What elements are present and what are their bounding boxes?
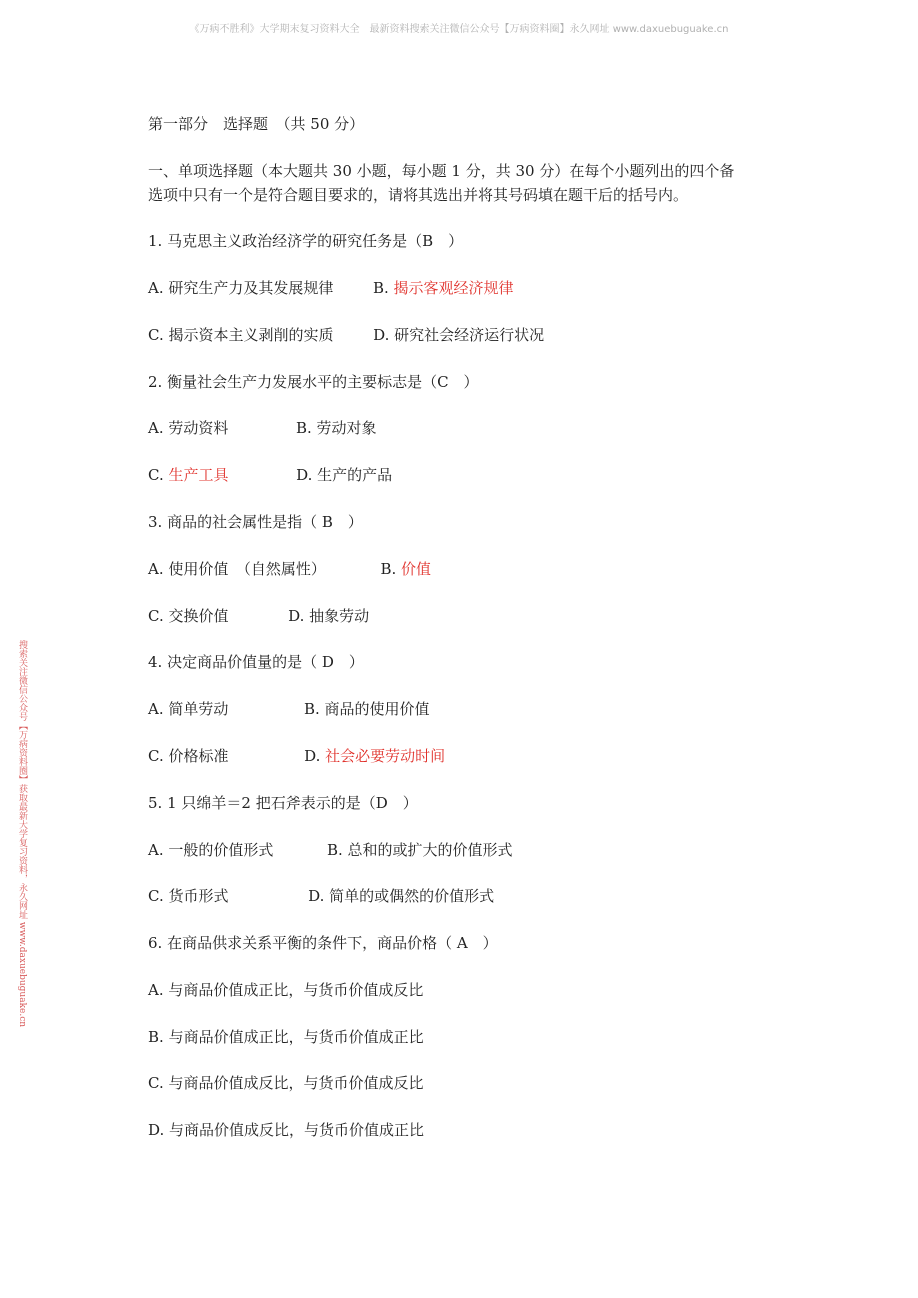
- question-6-option-d: [148, 1120, 424, 1140]
- option-text: 总和的或扩大的价值形式: [347, 841, 513, 859]
- option-label: D.: [373, 326, 390, 344]
- option-label: A.: [148, 981, 164, 999]
- option-label: B.: [326, 841, 343, 859]
- question-6-option-c: [148, 1073, 424, 1093]
- option-text: 使用价值 （自然属性）: [168, 560, 326, 578]
- option-label: B.: [295, 419, 312, 437]
- option-label: C.: [148, 326, 164, 344]
- option-label: A.: [148, 419, 164, 437]
- question-2-stem: 2. 衡量社会生产力发展水平的主要标志是（C ）: [148, 373, 479, 391]
- option-label: B.: [303, 700, 320, 718]
- correct-answer-text: 揭示客观经济规律: [393, 279, 514, 297]
- instructions-line-2: 选项中只有一个是符合题目要求的，请将其选出并将其号码填在题干后的括号内。: [148, 186, 689, 204]
- question-1-stem: 1. 马克思主义政治经济学的研究任务是（B ）: [148, 232, 464, 250]
- option-label: D.: [288, 607, 305, 625]
- option-text: 与商品价值成反比，与货币价值成正比: [169, 1121, 425, 1139]
- option-label: B.: [380, 560, 397, 578]
- question-5-options-row-1: [148, 840, 513, 860]
- option-text: 与商品价值成反比，与货币价值成反比: [168, 1074, 424, 1092]
- question-6-stem: 6. 在商品供求关系平衡的条件下，商品价格（ A ）: [148, 934, 498, 952]
- question-6-option-a: [148, 980, 423, 1000]
- correct-answer-text: 生产工具: [168, 466, 229, 484]
- option-text: 研究生产力及其发展规律: [168, 279, 334, 297]
- option-label: C.: [148, 747, 164, 765]
- header-watermark: 《万病不胜利》大学期末复习资料大全 最新资料搜索关注微信公众号【万病资料圈】永久网址 www.daxuebuguake.cn: [189, 24, 729, 35]
- option-text: 商品的使用价值: [324, 700, 430, 718]
- option-label: C.: [148, 607, 164, 625]
- option-label: A.: [148, 700, 164, 718]
- option-label: A.: [148, 841, 164, 859]
- option-text: 劳动对象: [316, 419, 377, 437]
- question-1-options-row-1: [148, 278, 514, 298]
- question-2-options-row-2: [148, 465, 392, 485]
- question-5-stem: 5. 1 只绵羊＝2 把石斧表示的是（D ）: [148, 794, 418, 812]
- question-3-stem: 3. 商品的社会属性是指（ B ）: [148, 513, 363, 531]
- option-label: C.: [148, 887, 164, 905]
- option-label: D.: [148, 1121, 165, 1139]
- option-label: A.: [148, 560, 164, 578]
- option-text: 简单的或偶然的价值形式: [329, 887, 495, 905]
- question-1-options-row-2: [148, 325, 544, 345]
- option-text: 与商品价值成正比，与货币价值成正比: [168, 1028, 424, 1046]
- option-text: 一般的价值形式: [168, 841, 274, 859]
- option-text: 生产的产品: [317, 466, 393, 484]
- question-6-option-b: [148, 1027, 424, 1047]
- question-2-options-row-1: [148, 418, 377, 438]
- question-5-options-row-2: [148, 886, 494, 906]
- option-text: 价格标准: [168, 747, 229, 765]
- option-label: B.: [372, 279, 389, 297]
- option-label: B.: [148, 1028, 164, 1046]
- option-label: C.: [148, 466, 164, 484]
- question-4-stem: 4. 决定商品价值量的是（ D ）: [148, 653, 364, 671]
- option-label: D.: [296, 466, 313, 484]
- correct-answer-text: 价值: [401, 560, 432, 578]
- option-text: 抽象劳动: [309, 607, 370, 625]
- question-3-options-row-1: [148, 559, 431, 579]
- option-text: 揭示资本主义剥削的实质: [168, 326, 334, 344]
- side-watermark: 搜索关注微信公众号【万病资料圈】获取最新大学复习资料，永久网址 www.daxuebuguake.cn: [17, 640, 27, 1028]
- question-3-options-row-2: [148, 606, 369, 626]
- question-4-options-row-1: [148, 699, 430, 719]
- option-label: D.: [304, 747, 321, 765]
- section-title: 第一部分 选择题 （共 50 分）: [148, 115, 365, 133]
- option-label: C.: [148, 1074, 164, 1092]
- option-text: 简单劳动: [168, 700, 229, 718]
- option-text: 交换价值: [168, 607, 229, 625]
- option-text: 货币形式: [168, 887, 229, 905]
- option-text: 劳动资料: [168, 419, 229, 437]
- option-label: A.: [148, 279, 164, 297]
- correct-answer-text: 社会必要劳动时间: [325, 747, 446, 765]
- option-label: D.: [308, 887, 325, 905]
- option-text: 与商品价值成正比，与货币价值成反比: [168, 981, 424, 999]
- question-4-options-row-2: [148, 746, 445, 766]
- option-text: 研究社会经济运行状况: [394, 326, 545, 344]
- instructions-line-1: 一、单项选择题（本大题共 30 小题，每小题 1 分，共 30 分）在每个小题列出的四个备: [148, 162, 735, 180]
